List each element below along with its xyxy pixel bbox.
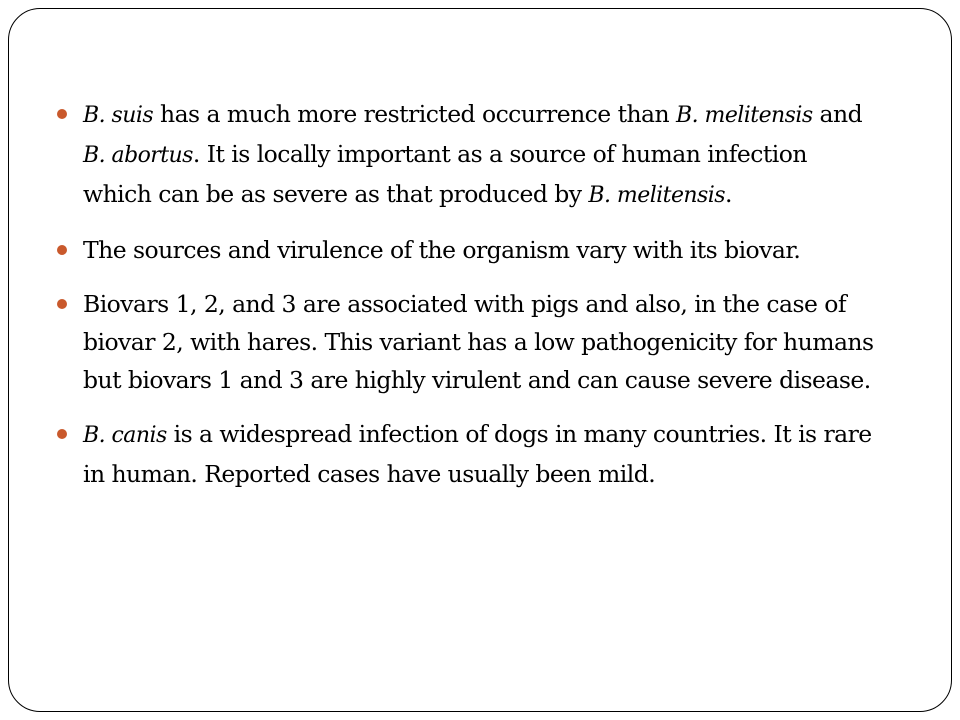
bullet-item-2 [57,231,877,269]
bullet-dot-icon [57,299,67,309]
slide-frame [8,8,952,712]
species-name: B. canis [83,423,167,448]
species-name: B. melitensis [588,183,726,208]
bullet-text: The sources and virulence of the organism vary with its biovar. [83,236,801,264]
bullet-dot-icon [57,109,67,119]
bullet-text: is a widespread infection of dogs in many countries. It is rare in human. Reported cases have usually been mild. [83,420,872,488]
bullet-text: and [812,100,863,128]
species-name: B. suis [83,103,154,128]
bullet-text: Biovars 1, 2, and 3 are associated with pigs and also, in the case of biovar 2, with hares. This variant has a low pathogenicity for humans but biovars 1 and 3 are highly virulent and can cause severe disease. [83,290,874,394]
bullet-dot-icon [57,429,67,439]
bullet-item-3 [57,285,877,399]
bullet-item-1 [57,95,877,215]
bullet-list [57,95,877,509]
species-name: B. abortus [83,143,193,168]
bullet-item-4 [57,415,877,493]
bullet-dot-icon [57,245,67,255]
bullet-text: . It is locally important as a source of human infection which can be as severe as that produced by [83,140,807,208]
bullet-text: . [725,180,732,208]
bullet-text: has a much more restricted occurrence than [153,100,677,128]
species-name: B. melitensis [676,103,813,128]
